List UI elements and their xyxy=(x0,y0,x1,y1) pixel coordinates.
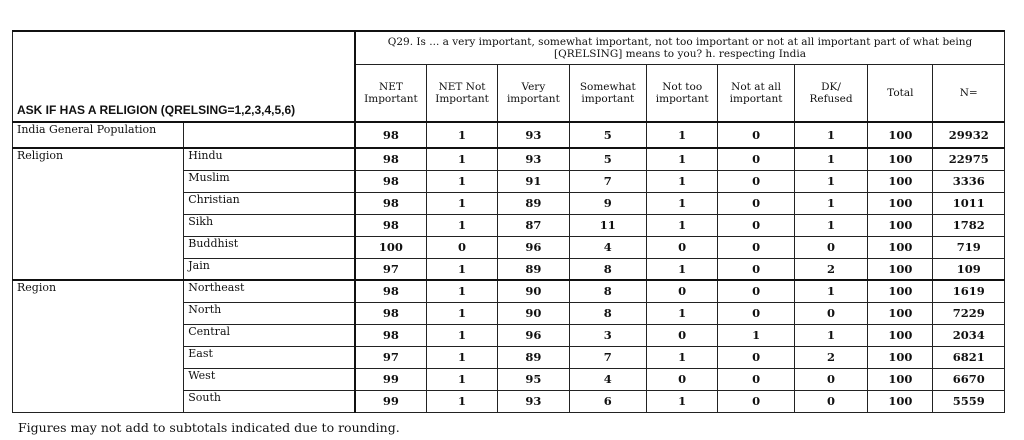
group-label: India General Population xyxy=(13,122,184,148)
table-cell: 1 xyxy=(426,192,497,214)
row-label: South xyxy=(184,390,355,412)
table-cell: 0 xyxy=(718,302,794,324)
table-cell: 0 xyxy=(794,390,867,412)
row-label: Hindu xyxy=(184,148,355,170)
row-label: Northeast xyxy=(184,280,355,302)
table-cell: 1 xyxy=(647,390,718,412)
table-cell: 1 xyxy=(794,170,867,192)
crosstab-table xyxy=(12,30,1005,413)
table-cell: 719 xyxy=(933,236,1005,258)
table-cell: 6670 xyxy=(933,368,1005,390)
table-cell: 1 xyxy=(647,170,718,192)
table-cell: 100 xyxy=(868,346,933,368)
table-cell: 1 xyxy=(426,214,497,236)
table-cell: 1619 xyxy=(933,280,1005,302)
table-cell: 89 xyxy=(498,258,569,280)
table-cell: 97 xyxy=(355,346,426,368)
table-cell: 1 xyxy=(426,148,497,170)
table-cell: 0 xyxy=(426,236,497,258)
column-header: NET Not Important xyxy=(426,65,497,123)
table-cell: 100 xyxy=(868,324,933,346)
table-cell: 1 xyxy=(647,346,718,368)
table-cell: 8 xyxy=(569,280,646,302)
row-label: Christian xyxy=(184,192,355,214)
row-label: West xyxy=(184,368,355,390)
table-cell: 93 xyxy=(498,148,569,170)
table-cell: 98 xyxy=(355,148,426,170)
table-cell: 100 xyxy=(868,122,933,148)
table-cell: 1 xyxy=(426,258,497,280)
table-header xyxy=(13,31,1005,122)
table-cell: 1 xyxy=(794,122,867,148)
table-cell: 89 xyxy=(498,192,569,214)
table-cell: 2 xyxy=(794,258,867,280)
table-cell: 0 xyxy=(647,368,718,390)
table-cell: 1 xyxy=(718,324,794,346)
row-label: Jain xyxy=(184,258,355,280)
table-cell: 0 xyxy=(647,324,718,346)
row-label: North xyxy=(184,302,355,324)
table-cell: 2 xyxy=(794,346,867,368)
table-cell: 1 xyxy=(647,214,718,236)
table-cell: 1011 xyxy=(933,192,1005,214)
row-label: Buddhist xyxy=(184,236,355,258)
table-cell: 96 xyxy=(498,236,569,258)
table-cell: 99 xyxy=(355,390,426,412)
table-cell: 2034 xyxy=(933,324,1005,346)
table-cell: 5 xyxy=(569,148,646,170)
table-cell: 89 xyxy=(498,346,569,368)
table-cell: 1 xyxy=(647,122,718,148)
table-cell: 8 xyxy=(569,258,646,280)
column-header: Not too important xyxy=(647,65,718,123)
table-cell: 1 xyxy=(426,280,497,302)
table-cell: 98 xyxy=(355,302,426,324)
table-cell: 0 xyxy=(647,236,718,258)
table-cell: 1 xyxy=(794,148,867,170)
table-cell: 5559 xyxy=(933,390,1005,412)
table-cell: 5 xyxy=(569,122,646,148)
row-label xyxy=(184,122,355,148)
table-cell: 100 xyxy=(868,390,933,412)
group-label: Religion xyxy=(13,148,184,280)
table-cell: 98 xyxy=(355,214,426,236)
table-cell: 0 xyxy=(718,236,794,258)
table-cell: 1 xyxy=(647,302,718,324)
table-cell: 0 xyxy=(794,236,867,258)
column-header: Very important xyxy=(498,65,569,123)
table-cell: 100 xyxy=(868,214,933,236)
table-cell: 1 xyxy=(647,258,718,280)
table-cell: 1 xyxy=(794,324,867,346)
table-cell: 0 xyxy=(718,346,794,368)
column-header: Not at all important xyxy=(718,65,794,123)
table-cell: 100 xyxy=(868,258,933,280)
table-cell: 6 xyxy=(569,390,646,412)
table-cell: 4 xyxy=(569,368,646,390)
group-label: Region xyxy=(13,280,184,412)
column-header: Somewhat important xyxy=(569,65,646,123)
footnote: Figures may not add to subtotals indicated due to rounding. xyxy=(18,420,400,435)
table-cell: 100 xyxy=(868,236,933,258)
table-cell: 98 xyxy=(355,170,426,192)
table-row xyxy=(13,280,1005,302)
table-cell: 100 xyxy=(868,170,933,192)
row-label: Central xyxy=(184,324,355,346)
table-cell: 1 xyxy=(794,280,867,302)
column-header: NET Important xyxy=(355,65,426,123)
row-label: Muslim xyxy=(184,170,355,192)
table-cell: 3 xyxy=(569,324,646,346)
table-cell: 4 xyxy=(569,236,646,258)
table-cell: 98 xyxy=(355,280,426,302)
table-cell: 0 xyxy=(718,170,794,192)
table-cell: 1 xyxy=(426,170,497,192)
table-cell: 100 xyxy=(868,280,933,302)
row-label: East xyxy=(184,346,355,368)
table-cell: 100 xyxy=(868,148,933,170)
table-cell: 99 xyxy=(355,368,426,390)
table-cell: 9 xyxy=(569,192,646,214)
table-cell: 29932 xyxy=(933,122,1005,148)
table-row xyxy=(13,148,1005,170)
table-cell: 6821 xyxy=(933,346,1005,368)
table-cell: 100 xyxy=(355,236,426,258)
table-cell: 0 xyxy=(718,258,794,280)
table-cell: 1 xyxy=(426,390,497,412)
table-cell: 91 xyxy=(498,170,569,192)
table-cell: 98 xyxy=(355,192,426,214)
table-cell: 100 xyxy=(868,302,933,324)
table-cell: 1 xyxy=(794,214,867,236)
table-cell: 100 xyxy=(868,368,933,390)
table-cell: 3336 xyxy=(933,170,1005,192)
column-header: DK/ Refused xyxy=(794,65,867,123)
table-cell: 1 xyxy=(794,192,867,214)
table-cell: 0 xyxy=(718,148,794,170)
table-cell: 0 xyxy=(718,122,794,148)
table-body xyxy=(13,122,1005,412)
table-cell: 90 xyxy=(498,280,569,302)
table-cell: 96 xyxy=(498,324,569,346)
table-cell: 0 xyxy=(718,214,794,236)
table-cell: 0 xyxy=(794,368,867,390)
table-cell: 1 xyxy=(647,148,718,170)
table-cell: 109 xyxy=(933,258,1005,280)
table-title: ASK IF HAS A RELIGION (QRELSING=1,2,3,4,5,6) xyxy=(13,31,356,122)
table-cell: 1 xyxy=(426,324,497,346)
table-cell: 93 xyxy=(498,122,569,148)
table-cell: 0 xyxy=(647,280,718,302)
table-cell: 7 xyxy=(569,170,646,192)
table-cell: 1 xyxy=(426,368,497,390)
column-header: Total xyxy=(868,65,933,123)
table-cell: 1 xyxy=(426,302,497,324)
table-cell: 1 xyxy=(426,122,497,148)
table-cell: 0 xyxy=(718,390,794,412)
table-cell: 7229 xyxy=(933,302,1005,324)
table-cell: 98 xyxy=(355,324,426,346)
table-cell: 97 xyxy=(355,258,426,280)
table-cell: 0 xyxy=(718,280,794,302)
question-text: Q29. Is ... a very important, somewhat important, not too important or not at all important part of what being [QRELSING] means to you? h. respecting India xyxy=(355,31,1004,65)
table-cell: 8 xyxy=(569,302,646,324)
table-cell: 0 xyxy=(794,302,867,324)
table-cell: 11 xyxy=(569,214,646,236)
table-cell: 87 xyxy=(498,214,569,236)
table-cell: 0 xyxy=(718,192,794,214)
table-row xyxy=(13,122,1005,148)
table-cell: 1 xyxy=(647,192,718,214)
table-cell: 93 xyxy=(498,390,569,412)
table-cell: 1782 xyxy=(933,214,1005,236)
table-cell: 100 xyxy=(868,192,933,214)
table-cell: 22975 xyxy=(933,148,1005,170)
table-cell: 95 xyxy=(498,368,569,390)
row-label: Sikh xyxy=(184,214,355,236)
table-cell: 0 xyxy=(718,368,794,390)
column-header: N= xyxy=(933,65,1005,123)
table-cell: 90 xyxy=(498,302,569,324)
table-cell: 7 xyxy=(569,346,646,368)
table-cell: 1 xyxy=(426,346,497,368)
table-cell: 98 xyxy=(355,122,426,148)
